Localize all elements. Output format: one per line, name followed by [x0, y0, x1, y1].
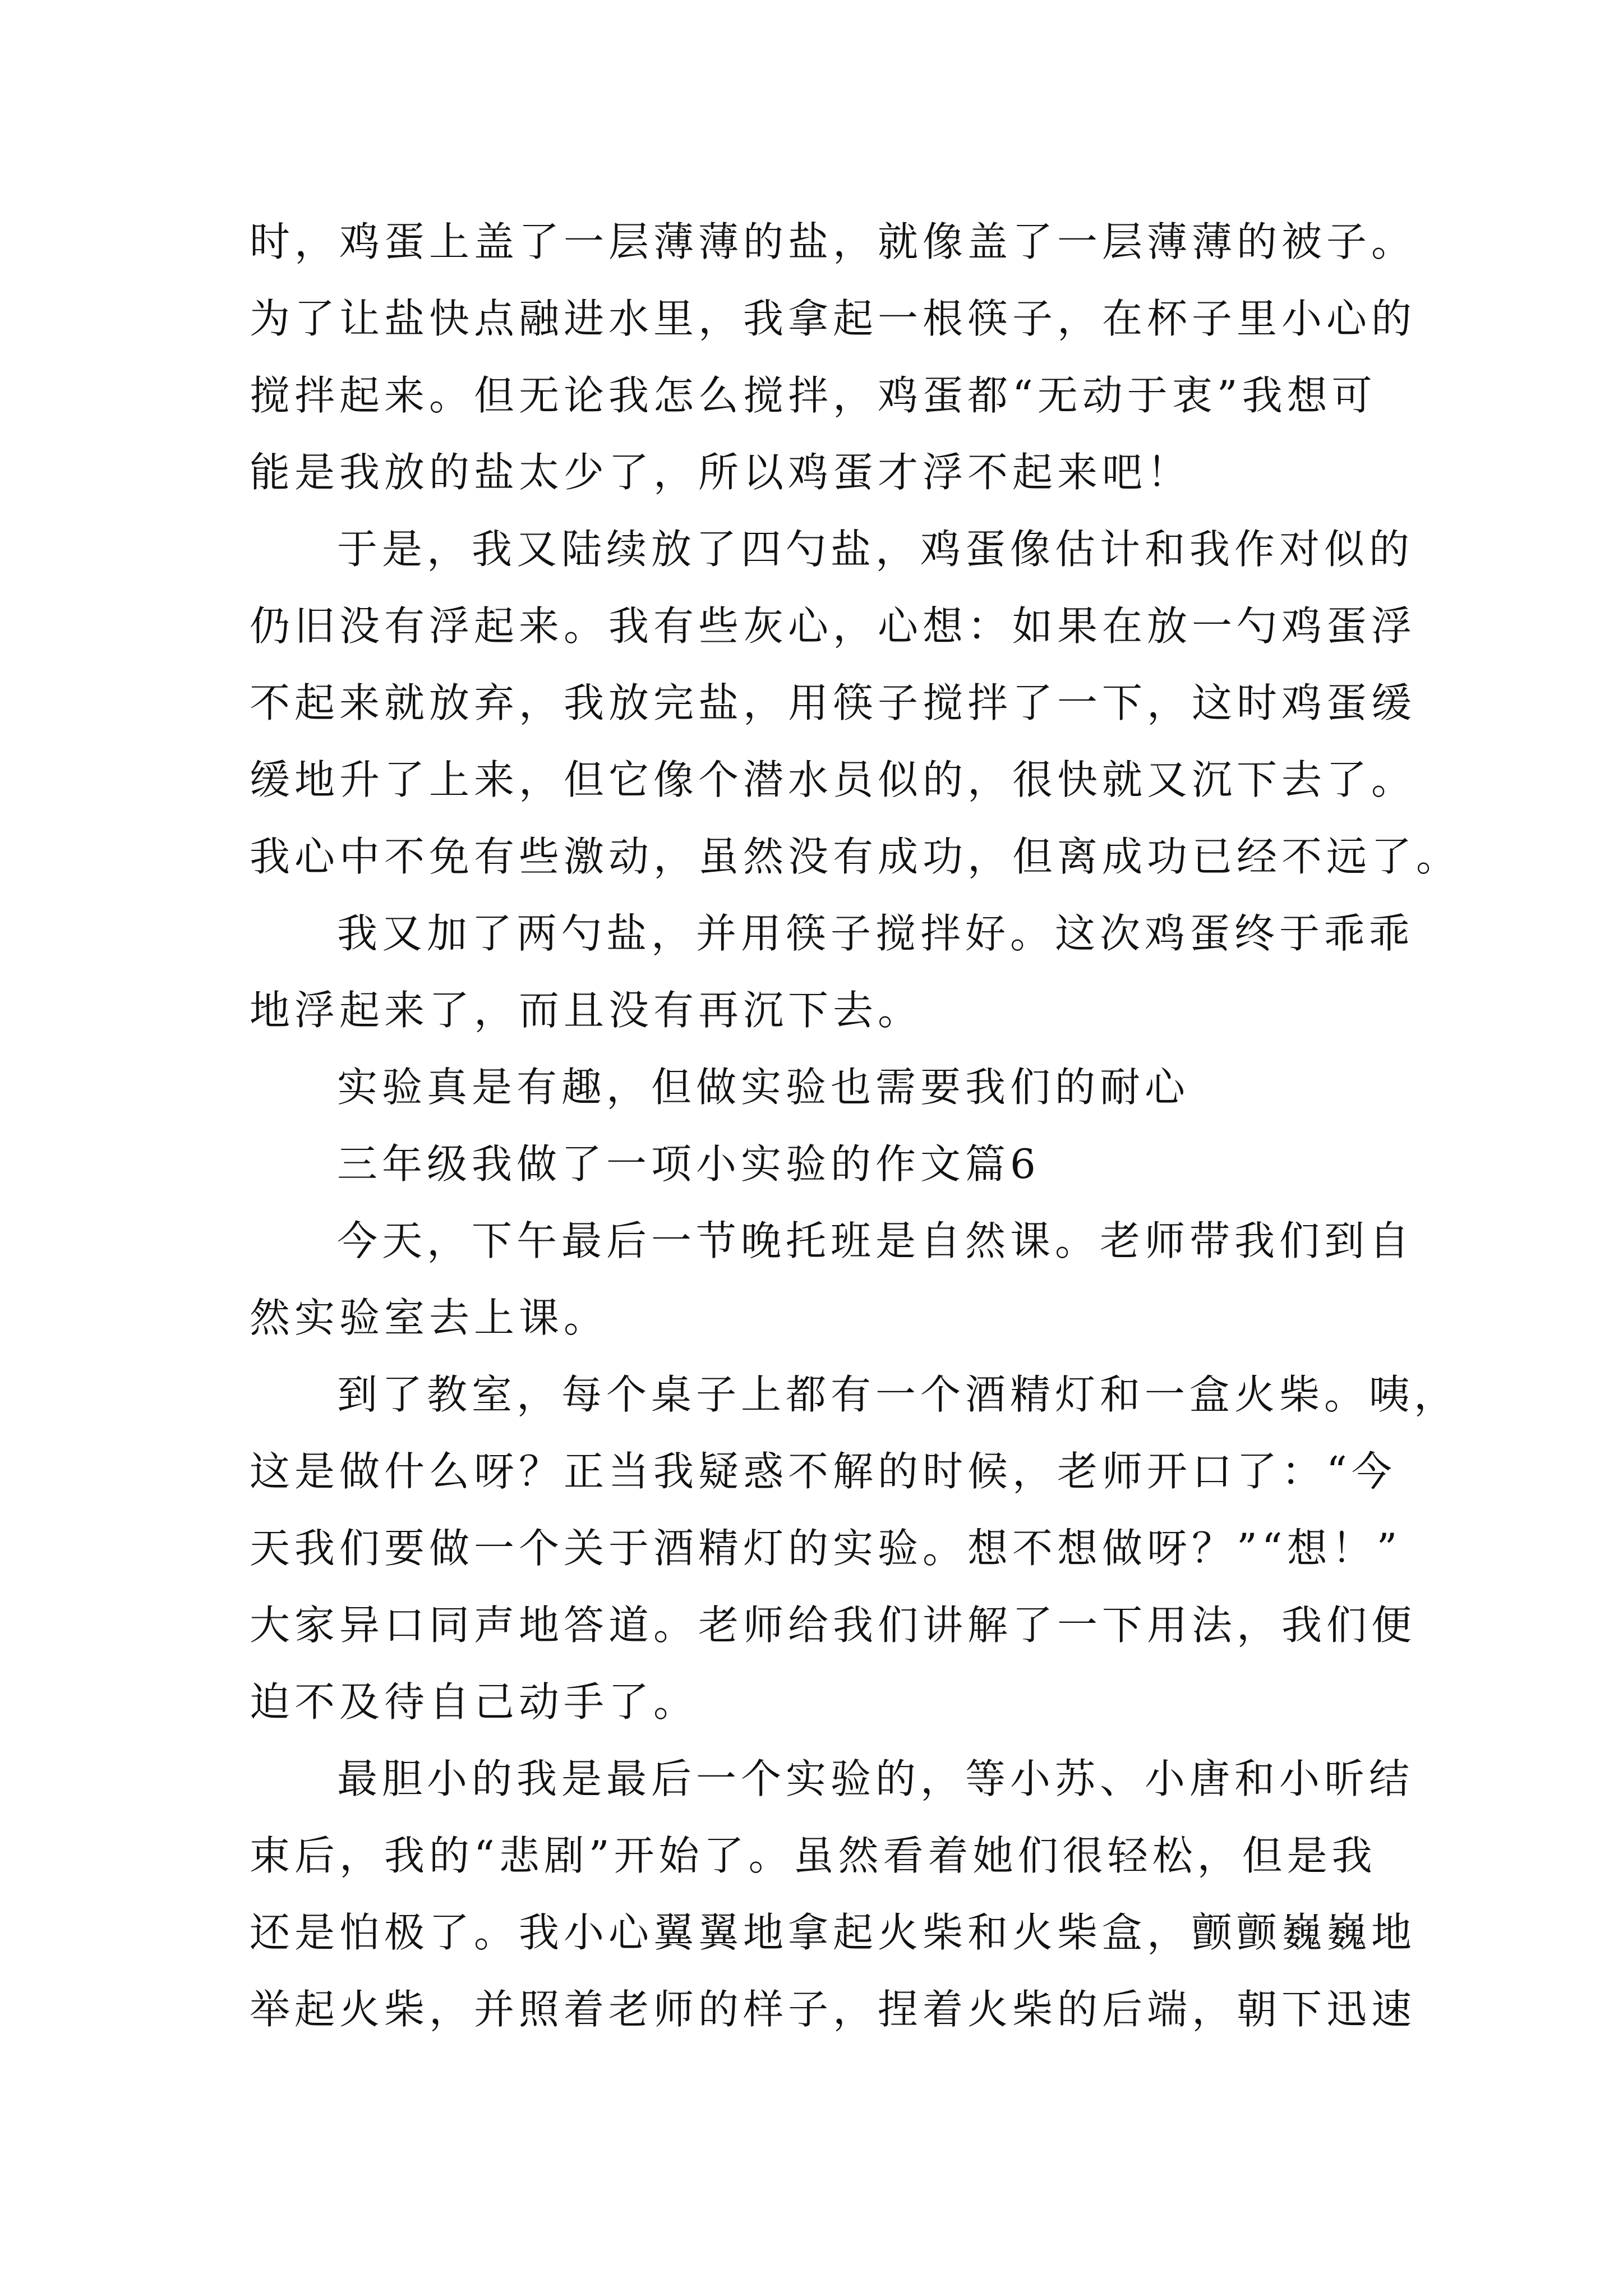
paragraph — [250, 511, 1483, 895]
text-line: 实验真是有趣，但做实验也需要我们的耐心 — [337, 1064, 1190, 1111]
text-line: 缓地升了上来，但它像个潜水员似的，很快就又沉下去了。 — [250, 756, 1417, 803]
text-line: 搅拌起来。但无论我怎么搅拌，鸡蛋都“无动于衷”我想可 — [250, 372, 1377, 419]
text-line: 然实验室去上课。 — [250, 1294, 609, 1341]
paragraph — [250, 204, 1483, 511]
text-line: 我心中不免有些激动，虽然没有成功，但离成功已经不远了。 — [250, 833, 1461, 880]
text-line: 我又加了两勺盐，并用筷子搅拌好。这次鸡蛋终于乖乖 — [337, 910, 1414, 957]
paragraph — [250, 895, 1483, 1049]
paragraph — [250, 1741, 1483, 2048]
text-line: 时，鸡蛋上盖了一层薄薄的盐，就像盖了一层薄薄的被子。 — [250, 218, 1417, 265]
text-line: 不起来就放弃，我放完盐，用筷子搅拌了一下，这时鸡蛋缓 — [250, 679, 1417, 726]
text-line: 于是，我又陆续放了四勺盐，鸡蛋像估计和我作对似的 — [337, 526, 1414, 573]
heading-line: 三年级我做了一项小实验的作文篇6 — [337, 1140, 1040, 1188]
document-body — [250, 204, 1483, 2048]
text-line: 为了让盐快点融进水里，我拿起一根筷子，在杯子里小心的 — [250, 295, 1417, 342]
paragraph — [250, 1049, 1483, 1126]
text-line: 地浮起来了，而且没有再沉下去。 — [250, 987, 923, 1034]
text-line: 这是做什么呀？正当我疑惑不解的时候，老师开口了：“今 — [250, 1448, 1396, 1495]
text-line: 大家异口同声地答道。老师给我们讲解了一下用法，我们便 — [250, 1602, 1417, 1649]
text-line: 今天，下午最后一节晚托班是自然课。老师带我们到自 — [337, 1217, 1414, 1264]
text-line: 仍旧没有浮起来。我有些灰心，心想：如果在放一勺鸡蛋浮 — [250, 602, 1417, 650]
text-line: 迫不及待自己动手了。 — [250, 1678, 699, 1726]
text-line: 最胆小的我是最后一个实验的，等小苏、小唐和小昕结 — [337, 1755, 1414, 1802]
text-line: 束后，我的“悲剧”开始了。虽然看着她们很轻松，但是我 — [250, 1832, 1377, 1879]
paragraph — [250, 1203, 1483, 1356]
text-line: 到了教室，每个桌子上都有一个酒精灯和一盒火柴。咦， — [337, 1371, 1459, 1418]
text-line: 天我们要做一个关于酒精灯的实验。想不想做呀？”“想！” — [250, 1525, 1402, 1572]
text-line: 能是我放的盐太少了，所以鸡蛋才浮不起来吧！ — [250, 449, 1192, 496]
text-line: 举起火柴，并照着老师的样子，捏着火柴的后端，朝下迅速 — [250, 1986, 1417, 2033]
paragraph — [250, 1356, 1483, 1741]
text-line: 还是怕极了。我小心翼翼地拿起火柴和火柴盒，颤颤巍巍地 — [250, 1909, 1417, 1956]
section-heading — [250, 1126, 1483, 1203]
